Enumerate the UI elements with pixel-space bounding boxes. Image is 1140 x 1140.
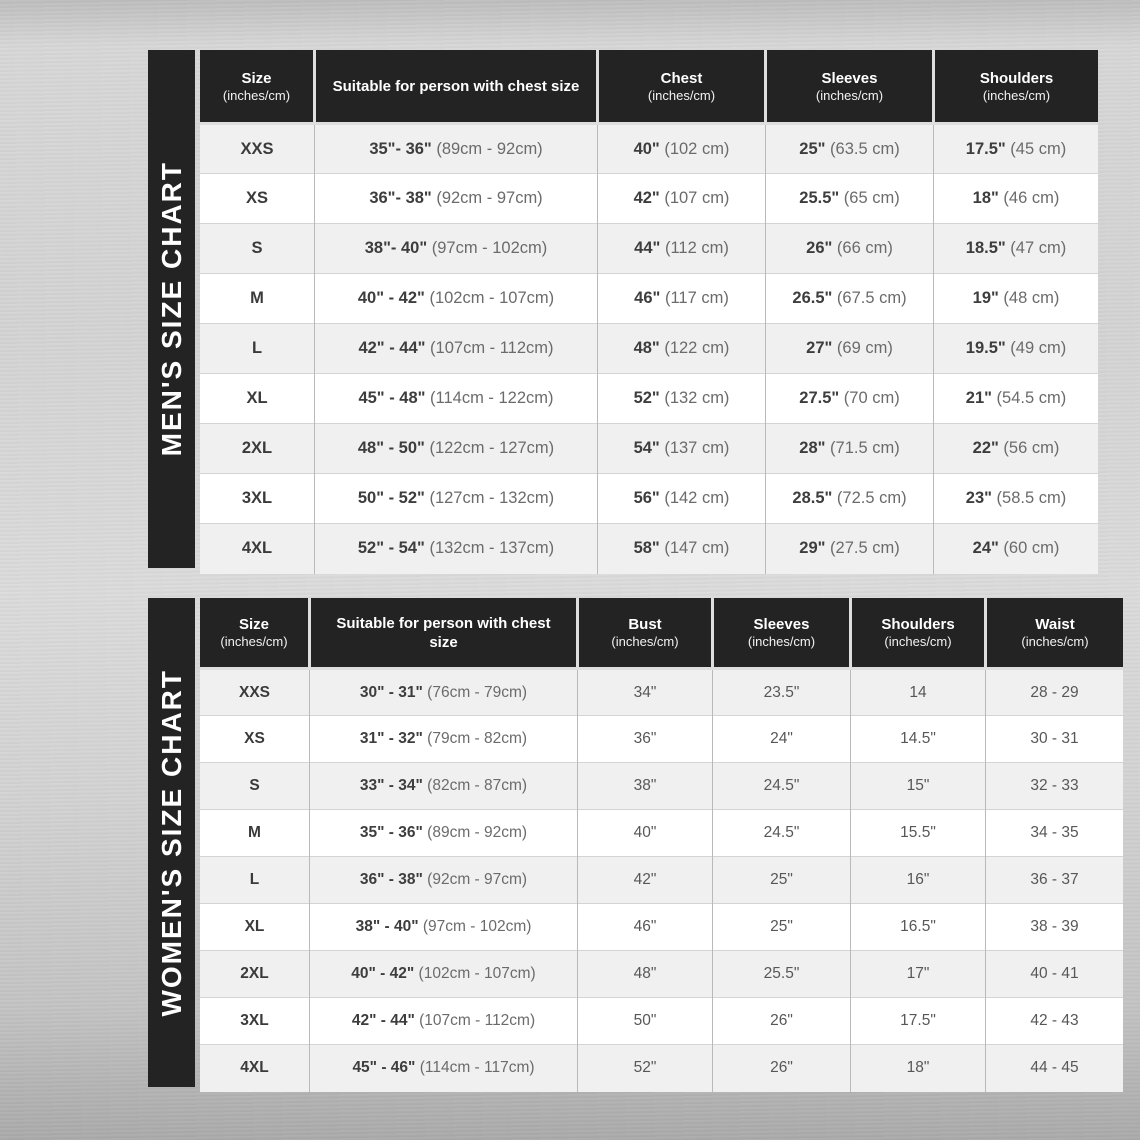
column-header-shoulders: [934, 50, 1099, 124]
value-inches: 44": [634, 239, 661, 257]
value-inches: 28": [799, 439, 826, 457]
value-inches: 25": [799, 139, 826, 158]
size-label-cell: 3XL: [200, 474, 315, 524]
value-cell: [986, 904, 1124, 951]
value-cm: (92cm - 97cm): [431, 189, 543, 207]
value-cm: (122cm - 127cm): [424, 439, 555, 457]
value-inches: 42": [633, 189, 660, 207]
size-label-cell: 2XL: [200, 424, 315, 474]
column-header-label: Chest: [660, 69, 703, 87]
value-plain: 32 - 33: [1030, 777, 1079, 794]
column-header-units: (inches/cm): [815, 87, 884, 103]
value-cell: [578, 951, 713, 998]
value-inches: 17.5": [965, 139, 1006, 158]
value-plain: 42": [633, 871, 657, 888]
header-row: [200, 50, 1098, 124]
value-cell: [598, 224, 766, 274]
value-cell: [598, 174, 766, 224]
value-plain: 24.5": [763, 824, 800, 841]
value-inches: 27": [806, 339, 833, 357]
size-label-cell: M: [200, 274, 315, 324]
value-plain: 36": [633, 730, 657, 747]
size-label-cell: L: [200, 324, 315, 374]
value-cell: [986, 810, 1124, 857]
value-cm: (76cm - 79cm): [422, 683, 528, 701]
mens-size-chart-section: [148, 50, 1067, 568]
table-row: [200, 904, 1123, 951]
value-cm: (117 cm): [660, 289, 729, 307]
mens-table-body: [200, 124, 1098, 574]
value-inches: 40": [633, 139, 660, 158]
value-inches: 45" - 48": [358, 389, 426, 407]
value-cell: [851, 810, 986, 857]
value-cm: (142 cm): [659, 489, 730, 507]
value-cm: (72.5 cm): [832, 489, 907, 507]
value-cm: (97cm - 102cm): [418, 918, 532, 935]
column-header-bust: [578, 598, 713, 669]
value-plain: 16": [906, 871, 930, 888]
value-cm: (56 cm): [998, 439, 1060, 457]
value-plain: 17.5": [900, 1012, 936, 1029]
value-cell: [598, 524, 766, 574]
column-header-size: [200, 598, 310, 669]
womens-table-header: [200, 598, 1123, 669]
value-cm: (132cm - 137cm): [424, 539, 555, 558]
value-cell: [986, 998, 1124, 1045]
table-row: [200, 763, 1123, 810]
value-cell: [315, 324, 598, 374]
table-row: [200, 374, 1098, 424]
size-label-cell: 3XL: [200, 998, 310, 1045]
value-cell: [766, 324, 934, 374]
value-cm: (114cm - 117cm): [415, 1059, 535, 1077]
value-inches: 35" - 36": [359, 824, 423, 841]
value-cell: [766, 474, 934, 524]
value-cell: [766, 274, 934, 324]
value-inches: 46": [634, 289, 661, 307]
value-cm: (107cm - 112cm): [414, 1012, 536, 1029]
column-header-label: Sleeves: [821, 69, 878, 87]
value-cell: [315, 524, 598, 574]
table-row: [200, 951, 1123, 998]
value-inches: 42" - 44": [351, 1012, 415, 1029]
value-inches: 19": [972, 289, 999, 307]
value-inches: 36" - 38": [359, 871, 423, 888]
value-cell: [934, 174, 1099, 224]
value-cell: [315, 274, 598, 324]
value-plain: 15": [906, 777, 930, 794]
value-cell: [578, 857, 713, 904]
value-cell: [713, 810, 851, 857]
table-row: [200, 1045, 1123, 1092]
value-cell: [578, 763, 713, 810]
table-row: [200, 274, 1098, 324]
value-cell: [766, 524, 934, 574]
womens-banner-label: WOMEN'S SIZE CHART: [155, 668, 187, 1017]
value-plain: 46": [633, 918, 657, 935]
value-cell: [851, 998, 986, 1045]
value-cell: [578, 1045, 713, 1092]
value-cell: [986, 763, 1124, 810]
table-row: [200, 224, 1098, 274]
value-inches: 36"- 38": [369, 189, 432, 207]
value-plain: 28 - 29: [1030, 683, 1079, 701]
size-label-cell: S: [200, 224, 315, 274]
column-header-label: Suitable for person with chest size: [336, 614, 551, 651]
value-cell: [713, 998, 851, 1045]
column-header-units: (inches/cm): [747, 634, 816, 649]
value-plain: 24.5": [763, 777, 800, 794]
size-label-cell: XL: [200, 374, 315, 424]
value-cm: (48 cm): [998, 289, 1060, 307]
value-plain: 23.5": [763, 683, 800, 701]
value-cm: (47 cm): [1005, 239, 1067, 257]
value-inches: 22": [972, 439, 999, 457]
column-header-shoulders: [851, 598, 986, 669]
value-inches: 38" - 40": [355, 918, 419, 935]
value-cell: [934, 224, 1099, 274]
value-cm: (97cm - 102cm): [427, 239, 548, 257]
value-cell: [766, 374, 934, 424]
value-cell: [766, 224, 934, 274]
column-header-sleeves: [766, 50, 934, 124]
value-inches: 54": [633, 439, 660, 457]
value-cell: [713, 951, 851, 998]
value-cell: [851, 857, 986, 904]
value-cell: [598, 324, 766, 374]
value-cell: [713, 1045, 851, 1092]
size-label-cell: XS: [200, 174, 315, 224]
value-cm: (114cm - 122cm): [425, 389, 554, 407]
value-cell: [310, 810, 578, 857]
mens-banner-label: MEN'S SIZE CHART: [155, 161, 187, 457]
column-header-sleeves: [713, 598, 851, 669]
value-cell: [310, 763, 578, 810]
value-cm: (89cm - 92cm): [431, 139, 543, 158]
value-cell: [851, 716, 986, 763]
value-cm: (79cm - 82cm): [422, 730, 528, 747]
value-inches: 31" - 32": [359, 730, 423, 747]
header-row: [200, 598, 1123, 669]
value-cell: [851, 951, 986, 998]
column-header-units: (inches/cm): [982, 87, 1051, 103]
value-cell: [986, 951, 1124, 998]
value-plain: 26": [770, 1059, 793, 1077]
value-cm: (92cm - 97cm): [422, 871, 528, 888]
value-cell: [310, 669, 578, 716]
value-cell: [315, 424, 598, 474]
value-cm: (112 cm): [660, 239, 729, 257]
value-inches: 48" - 50": [357, 439, 425, 457]
column-header-label: Size: [241, 69, 272, 87]
value-inches: 35"- 36": [369, 139, 432, 158]
value-cell: [310, 998, 578, 1045]
value-cell: [766, 124, 934, 174]
value-inches: 33" - 34": [359, 777, 423, 794]
value-cell: [598, 124, 766, 174]
size-label-cell: L: [200, 857, 310, 904]
value-plain: 34 - 35: [1030, 824, 1079, 841]
value-cell: [934, 374, 1099, 424]
table-row: [200, 424, 1098, 474]
table-row: [200, 998, 1123, 1045]
value-cm: (132 cm): [659, 389, 730, 407]
value-plain: 26": [770, 1012, 793, 1029]
value-plain: 38 - 39: [1030, 918, 1079, 935]
column-header-label: Shoulders: [881, 616, 955, 633]
value-cell: [766, 424, 934, 474]
column-header-size: [200, 50, 315, 124]
womens-size-table: [200, 598, 1123, 1092]
womens-size-chart-section: [148, 598, 1089, 1087]
size-label-cell: M: [200, 810, 310, 857]
value-cell: [578, 669, 713, 716]
value-inches: 48": [633, 339, 660, 357]
size-label-cell: XXS: [200, 124, 315, 174]
value-plain: 18": [906, 1059, 930, 1077]
value-cm: (102cm - 107cm): [424, 289, 555, 307]
value-inches: 24": [972, 539, 999, 558]
value-cm: (66 cm): [832, 239, 893, 257]
value-inches: 26": [806, 239, 833, 257]
value-inches: 23": [965, 489, 992, 507]
column-header-label: Sleeves: [753, 616, 810, 633]
size-label-cell: 2XL: [200, 951, 310, 998]
table-row: [200, 857, 1123, 904]
value-plain: 17": [906, 965, 930, 982]
column-header-label: Bust: [628, 616, 662, 633]
value-cm: (54.5 cm): [991, 389, 1067, 407]
value-cell: [986, 716, 1124, 763]
column-header-chest: [598, 50, 766, 124]
size-label-cell: 4XL: [200, 524, 315, 574]
value-cell: [713, 669, 851, 716]
table-row: [200, 716, 1123, 763]
value-inches: 40" - 42": [357, 289, 425, 307]
value-plain: 14.5": [900, 730, 936, 747]
value-plain: 14: [909, 683, 927, 701]
value-inches: 56": [633, 489, 660, 507]
value-cm: (63.5 cm): [825, 139, 900, 158]
value-inches: 18": [972, 189, 999, 207]
value-inches: 21": [965, 389, 992, 407]
value-cm: (67.5 cm): [832, 289, 907, 307]
value-cm: (70 cm): [839, 389, 900, 407]
value-cell: [934, 274, 1099, 324]
value-cell: [598, 474, 766, 524]
value-plain: 38": [633, 777, 657, 794]
size-label-cell: S: [200, 763, 310, 810]
value-cm: (27.5 cm): [825, 539, 900, 558]
value-cm: (65 cm): [839, 189, 900, 207]
value-cell: [934, 124, 1099, 174]
value-cell: [578, 716, 713, 763]
column-header-units: (inches/cm): [611, 634, 679, 649]
value-cm: (137 cm): [659, 439, 730, 457]
value-cm: (127cm - 132cm): [424, 489, 555, 507]
table-row: [200, 810, 1123, 857]
value-plain: 34": [633, 683, 657, 701]
value-cm: (147 cm): [659, 539, 730, 558]
value-cell: [713, 904, 851, 951]
value-plain: 25": [770, 918, 793, 935]
value-cell: [315, 174, 598, 224]
size-label-cell: XL: [200, 904, 310, 951]
value-inches: 40" - 42": [351, 965, 415, 982]
value-cell: [578, 810, 713, 857]
value-inches: 50" - 52": [357, 489, 425, 507]
value-cm: (58.5 cm): [991, 489, 1067, 507]
value-plain: 48": [633, 965, 657, 982]
value-inches: 58": [633, 539, 660, 558]
value-plain: 25.5": [763, 965, 800, 982]
mens-table-header: [200, 50, 1098, 124]
column-header-units: (inches/cm): [220, 634, 288, 649]
value-plain: 52": [633, 1059, 657, 1077]
value-inches: 42" - 44": [358, 339, 426, 357]
value-cm: (60 cm): [998, 539, 1060, 558]
value-inches: 27.5": [799, 389, 840, 407]
value-plain: 15.5": [900, 824, 936, 841]
column-header-suitable-for-person-with-chest-size: [310, 598, 578, 669]
value-cell: [315, 374, 598, 424]
value-inches: 52" - 54": [357, 539, 425, 558]
value-cell: [598, 274, 766, 324]
value-plain: 40": [633, 824, 657, 841]
column-header-units: (inches/cm): [647, 87, 716, 103]
value-inches: 30" - 31": [359, 683, 423, 701]
table-row: [200, 669, 1123, 716]
value-cell: [598, 374, 766, 424]
value-cm: (82cm - 87cm): [422, 777, 528, 794]
value-cell: [310, 1045, 578, 1092]
value-plain: 16.5": [900, 918, 936, 935]
value-plain: 30 - 31: [1030, 730, 1079, 747]
value-cm: (107 cm): [659, 189, 730, 207]
value-inches: 45" - 46": [352, 1059, 416, 1077]
value-cell: [310, 904, 578, 951]
value-cm: (102cm - 107cm): [414, 965, 536, 982]
value-cell: [986, 857, 1124, 904]
table-row: [200, 524, 1098, 574]
table-row: [200, 174, 1098, 224]
value-inches: 18.5": [965, 239, 1006, 257]
value-cell: [766, 174, 934, 224]
value-plain: 40 - 41: [1030, 965, 1079, 982]
column-header-units: (inches/cm): [1021, 634, 1089, 649]
table-row: [200, 124, 1098, 174]
value-plain: 50": [633, 1012, 657, 1029]
value-cell: [310, 716, 578, 763]
value-plain: 44 - 45: [1030, 1059, 1079, 1077]
value-cell: [934, 524, 1099, 574]
column-header-suitable-for-person-with-chest-size: [315, 50, 598, 124]
size-label-cell: 4XL: [200, 1045, 310, 1092]
size-label-cell: XS: [200, 716, 310, 763]
value-cell: [713, 857, 851, 904]
value-cell: [315, 224, 598, 274]
value-cell: [310, 951, 578, 998]
value-cell: [851, 904, 986, 951]
value-cm: (122 cm): [659, 339, 730, 357]
value-cm: (49 cm): [1005, 339, 1067, 357]
value-cell: [851, 763, 986, 810]
column-header-label: Size: [238, 616, 269, 633]
mens-size-table: [200, 50, 1098, 574]
value-cm: (45 cm): [1005, 139, 1067, 158]
value-inches: 52": [633, 389, 660, 407]
size-label-cell: XXS: [200, 669, 310, 716]
womens-table-body: [200, 669, 1123, 1092]
column-header-label: Shoulders: [979, 69, 1054, 87]
value-cell: [578, 904, 713, 951]
value-cm: (102 cm): [659, 139, 730, 158]
value-cell: [315, 124, 598, 174]
womens-banner: [148, 598, 195, 1087]
column-header-units: (inches/cm): [222, 87, 291, 103]
value-plain: 24": [770, 730, 793, 747]
value-cm: (69 cm): [832, 339, 893, 357]
column-header-label: Waist: [1035, 616, 1075, 633]
value-cm: (71.5 cm): [825, 439, 900, 457]
value-inches: 28.5": [792, 489, 833, 507]
value-plain: 36 - 37: [1030, 871, 1079, 888]
column-header-waist: [986, 598, 1124, 669]
value-inches: 25.5": [799, 189, 840, 207]
mens-banner: [148, 50, 195, 568]
value-cell: [713, 763, 851, 810]
table-row: [200, 324, 1098, 374]
value-cell: [986, 1045, 1124, 1092]
column-header-label: Suitable for person with chest size: [332, 77, 580, 95]
value-inches: 38"- 40": [364, 239, 428, 257]
value-cm: (46 cm): [998, 189, 1060, 207]
value-inches: 29": [799, 539, 826, 558]
value-cell: [851, 669, 986, 716]
value-cell: [986, 669, 1124, 716]
value-inches: 26.5": [792, 289, 833, 307]
value-cell: [578, 998, 713, 1045]
column-header-units: (inches/cm): [884, 634, 952, 649]
value-inches: 19.5": [965, 339, 1006, 357]
value-cm: (89cm - 92cm): [422, 824, 528, 841]
value-cell: [934, 324, 1099, 374]
value-cell: [315, 474, 598, 524]
table-row: [200, 474, 1098, 524]
value-plain: 42 - 43: [1030, 1012, 1079, 1029]
value-cell: [851, 1045, 986, 1092]
value-cell: [713, 716, 851, 763]
value-cm: (107cm - 112cm): [425, 339, 554, 357]
value-plain: 25": [770, 871, 793, 888]
value-cell: [934, 474, 1099, 524]
value-cell: [934, 424, 1099, 474]
value-cell: [598, 424, 766, 474]
value-cell: [310, 857, 578, 904]
